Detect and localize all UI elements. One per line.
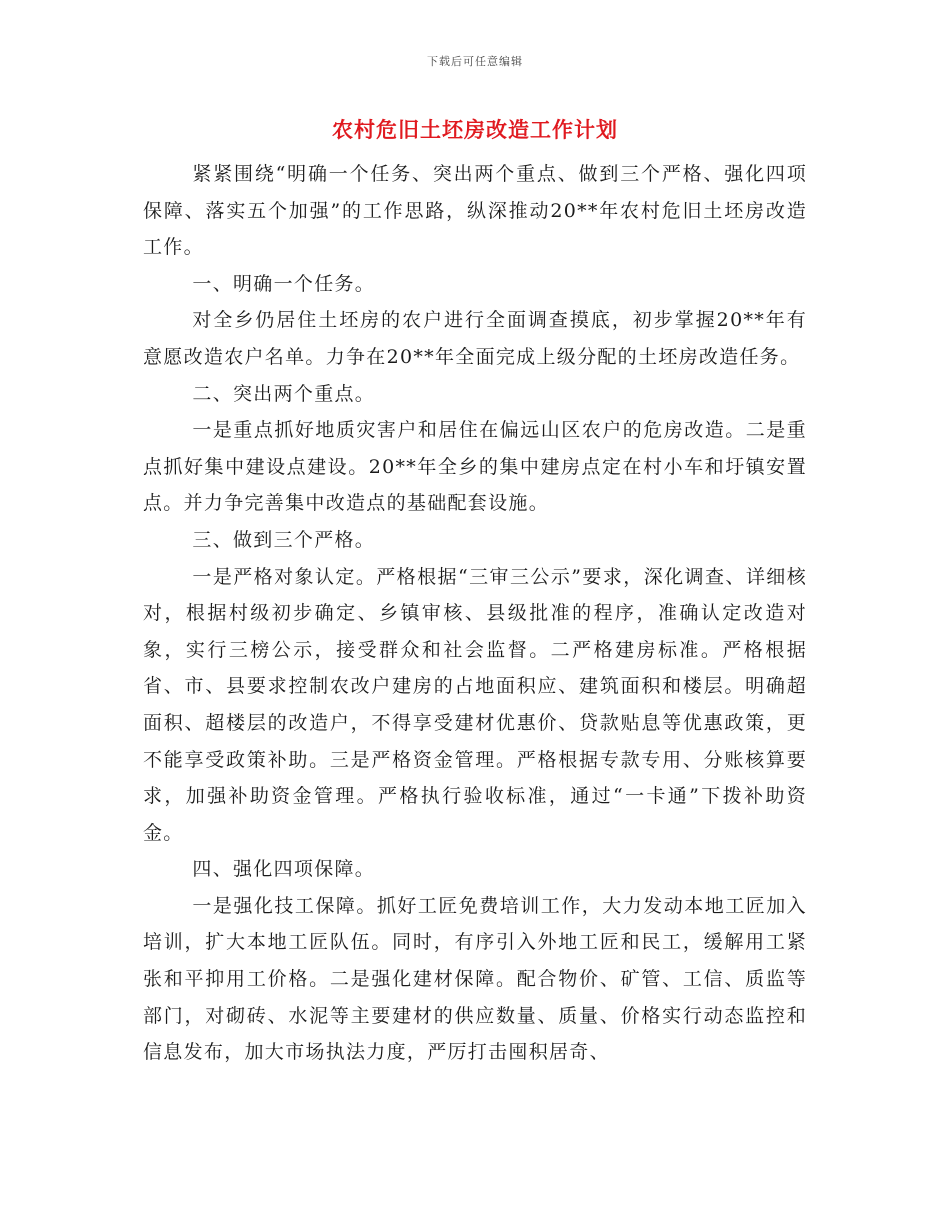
paragraph-section-4: 一是强化技工保障。抓好工匠免费培训工作，大力发动本地工匠加入培训，扩大本地工匠队伍。同时，有序引入外地工匠和民工，缓解用工紧张和平抑用工价格。二是强化建材保障。配合物价、矿管、工信、质监等部门，对砌砖、水泥等主要建材的供应数量、质量、价格实行动态监控和信息发布，加大市场执法力度，严厉打击囤积居奇、: [143, 894, 807, 1064]
paragraph-section-2: 一是重点抓好地质灾害户和居住在偏远山区农户的危房改造。二是重点抓好集中建设点建设。20**年全乡的集中建房点定在村小车和圩镇安置点。并力争完善集中改造点的基础配套设施。: [143, 419, 807, 515]
section-heading-4: 四、强化四项保障。: [192, 858, 376, 881]
section-heading-2: 二、突出两个重点。: [192, 382, 376, 405]
paragraph-intro: 紧紧围绕“明确一个任务、突出两个重点、做到三个严格、强化四项保障、落实五个加强”的工作思路，纵深推动20**年农村危旧土坯房改造工作。: [143, 163, 807, 259]
section-heading-1: 一、明确一个任务。: [192, 272, 376, 295]
section-heading-3: 三、做到三个严格。: [192, 528, 376, 551]
header-note: 下载后可任意编辑: [427, 55, 523, 68]
document-body: [143, 156, 807, 1071]
document-title: 农村危旧土坯房改造工作计划: [332, 117, 618, 142]
paragraph-section-3: 一是严格对象认定。严格根据“三审三公示”要求，深化调查、详细核对，根据村级初步确定、乡镇审核、县级批准的程序，准确认定改造对象，实行三榜公示，接受群众和社会监督。二严格建房标准。严格根据省、市、县要求控制农改户建房的占地面积应、建筑面积和楼层。明确超面积、超楼层的改造户，不得享受建材优惠价、贷款贴息等优惠政策，更不能享受政策补助。三是严格资金管理。严格根据专款专用、分账核算要求，加强补助资金管理。严格执行验收标准，通过“一卡通”下拨补助资金。: [143, 565, 807, 844]
paragraph-section-1: 对全乡仍居住土坯房的农户进行全面调查摸底，初步掌握20**年有意愿改造农户名单。力争在20**年全面完成上级分配的土坯房改造任务。: [143, 309, 807, 368]
